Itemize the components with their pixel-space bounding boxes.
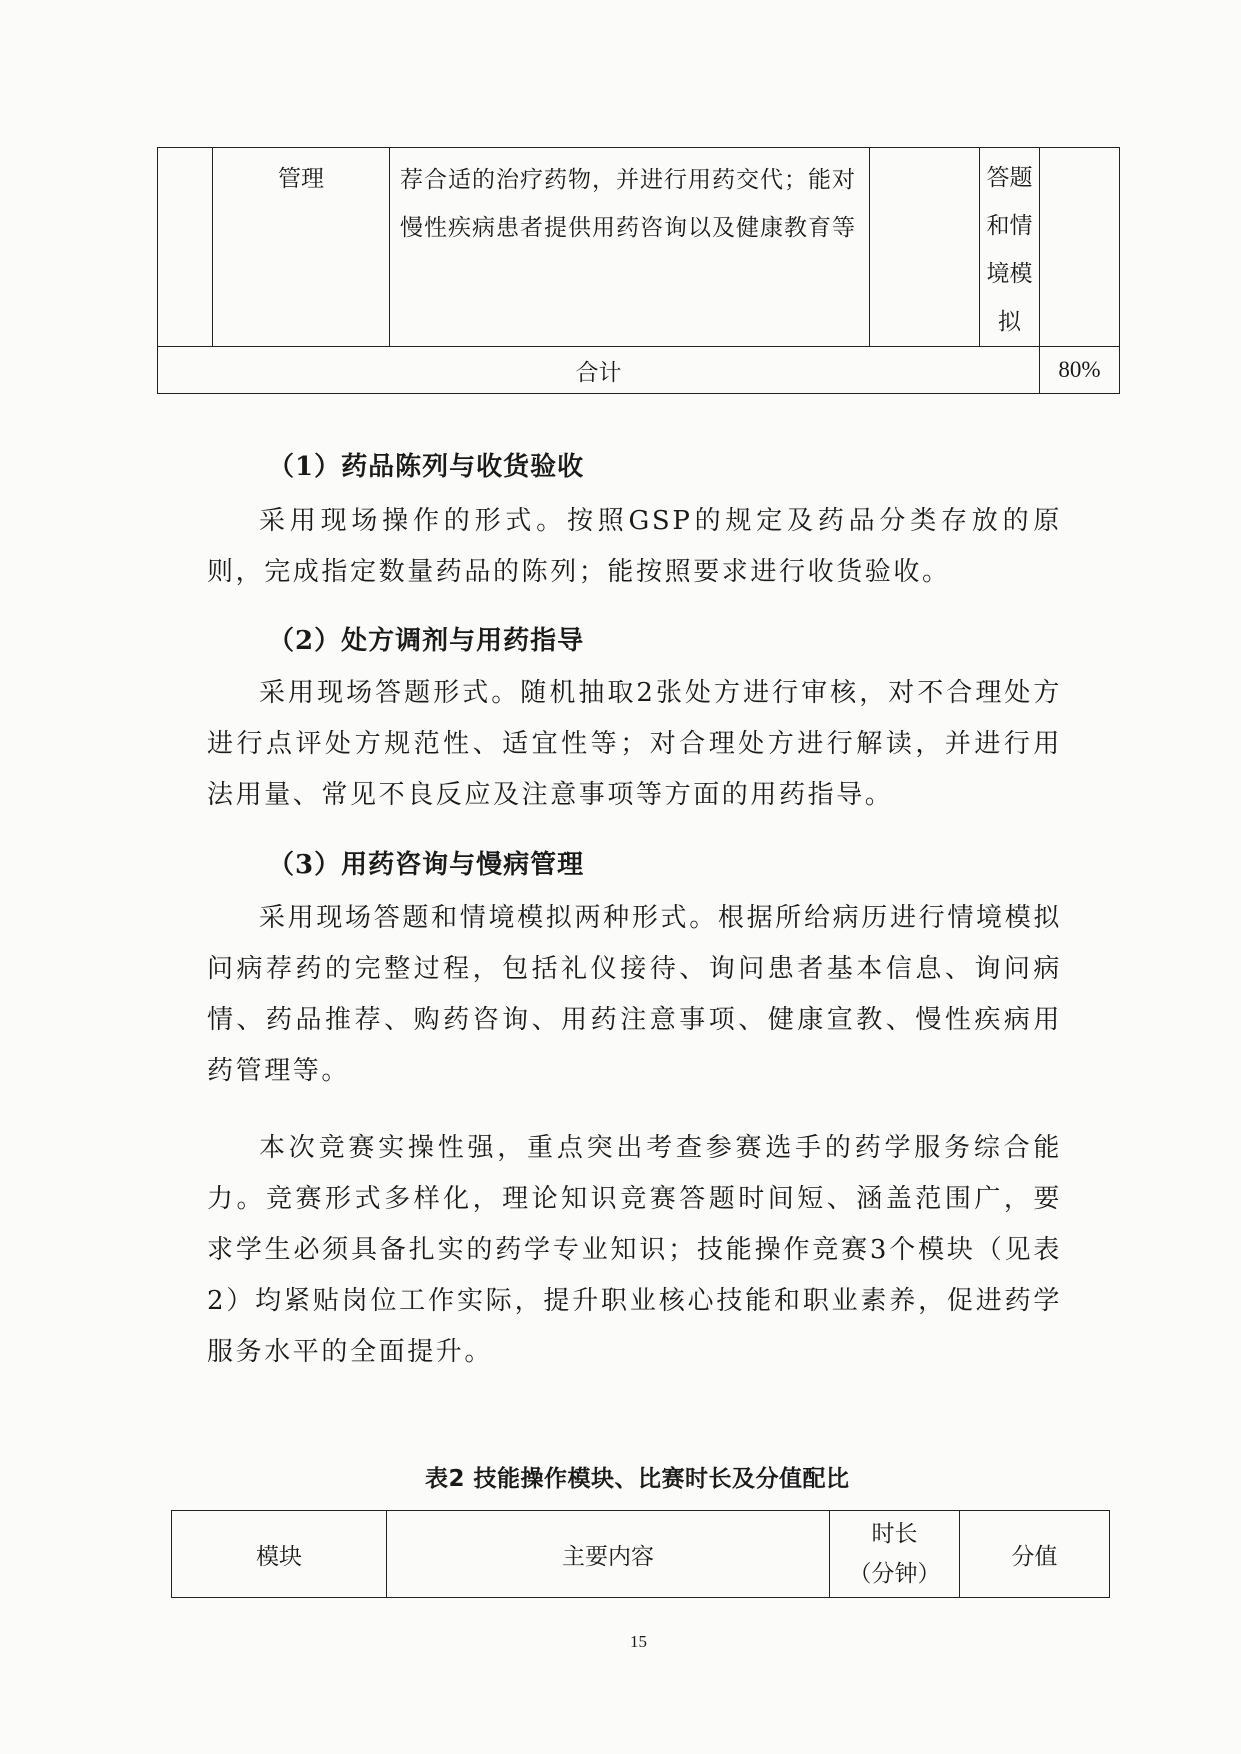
section-text-3: 采用现场答题和情境模拟两种形式。根据所给病历进行情境模拟问病荐药的完整过程，包括礼仪接待、询问患者基本信息、询问病情、药品推荐、购药咨询、用药注意事项、健康宣教、慢性疾病用药管理等。 <box>207 903 1062 1086</box>
table2-header-row <box>172 1511 1110 1598</box>
header-module: 模块 <box>172 1511 387 1598</box>
content-line: 慢性疾病患者提供用药咨询以及健康教育等 <box>400 215 856 241</box>
header-score: 分值 <box>960 1511 1110 1598</box>
scoring-table-continuation <box>157 147 1120 394</box>
section-heading-1: （1）药品陈列与收货验收 <box>268 452 585 482</box>
header-content: 主要内容 <box>387 1511 830 1598</box>
total-value: 80% <box>1040 347 1120 394</box>
module-cell: 管理 <box>213 148 390 347</box>
form-line: 和情 <box>986 213 1033 239</box>
section-heading-3: （3）用药咨询与慢病管理 <box>268 850 585 880</box>
content-cell <box>390 148 870 347</box>
table2-caption: 表2 技能操作模块、比赛时长及分值配比 <box>425 1466 850 1492</box>
summary-paragraph: 本次竞赛实操性强，重点突出考查参赛选手的药学服务综合能力。竞赛形式多样化，理论知识竞赛答题时间短、涵盖范围广，要求学生必须具备扎实的药学专业知识；技能操作竞赛3个模块（见表2）均紧贴岗位工作实际，提升职业核心技能和职业素养，促进药学服务水平的全面提升。 <box>207 1133 1062 1367</box>
section-text-2: 采用现场答题形式。随机抽取2张处方进行审核，对不合理处方进行点评处方规范性、适宜性等；对合理处方进行解读，并进行用法用量、常见不良反应及注意事项等方面的用药指导。 <box>207 678 1062 810</box>
form-line: 拟 <box>998 309 1021 335</box>
section-heading-2: （2）处方调剂与用药指导 <box>268 626 585 656</box>
form-cell <box>980 148 1040 347</box>
skill-module-table <box>171 1510 1110 1598</box>
total-label: 合计 <box>158 347 1040 394</box>
header-duration-line2: （分钟） <box>848 1561 941 1587</box>
header-duration-line1: 时长 <box>871 1521 918 1547</box>
page-number: 15 <box>630 1632 647 1651</box>
form-line: 答题 <box>986 165 1033 191</box>
blank-cell <box>870 148 980 347</box>
header-duration <box>830 1511 960 1598</box>
content-line: 荐合适的治疗药物，并进行用药交代；能对 <box>400 167 856 193</box>
blank-cell <box>158 148 213 347</box>
form-line: 境模 <box>986 261 1033 287</box>
blank-cell <box>1040 148 1120 347</box>
section-text-1: 采用现场操作的形式。按照GSP的规定及药品分类存放的原则，完成指定数量药品的陈列；能按照要求进行收货验收。 <box>207 506 1062 587</box>
